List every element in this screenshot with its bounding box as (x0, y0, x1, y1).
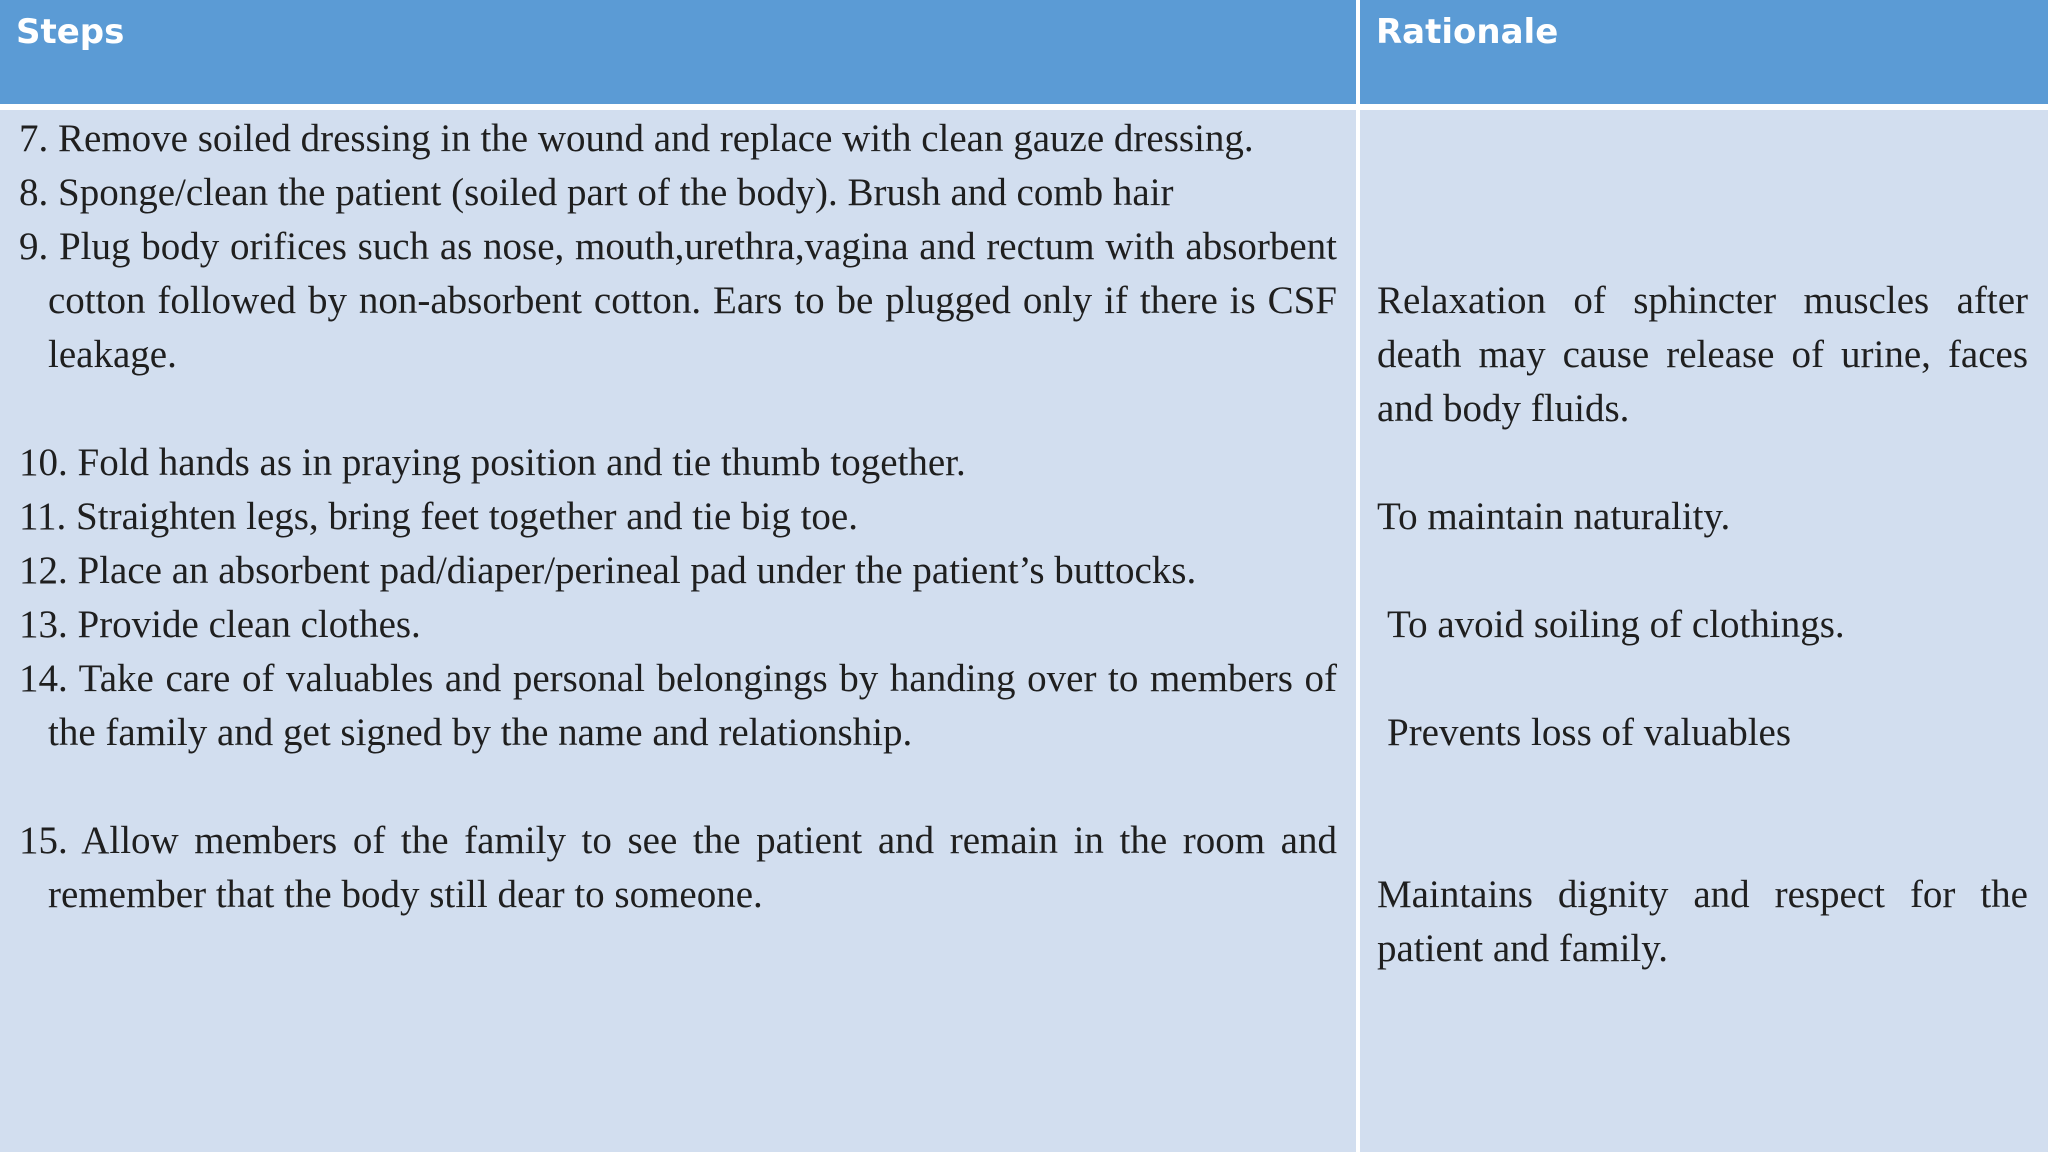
step-item-8: 8. Sponge/clean the patient (soiled part of the body). Brush and comb hair (19, 171, 1174, 214)
step-item-11: 11. Straighten legs, bring feet together and tie big toe. (19, 495, 858, 538)
step-item-7: 7. Remove soiled dressing in the wound and replace with clean gauze dressing. (19, 117, 1254, 160)
spacer (19, 760, 1337, 814)
step-item-9: 9. Plug body orifices such as nose, mouth,urethra,vagina and rectum with absorbent cotton followed by non-absorbent cotton. Ears to be plugged only if there is CSF leakage. (19, 225, 1337, 376)
step-item-12: 12. Place an absorbent pad/diaper/perineal pad under the patient’s buttocks. (19, 549, 1197, 592)
steps-column-header: Steps (0, 0, 1356, 104)
rationale-item-15: Maintains dignity and respect for the patient and family. (1377, 873, 2028, 970)
step-item-14: 14. Take care of valuables and personal belongings by handing over to members of the family and get signed by the name and relationship. (19, 657, 1337, 754)
rationale-item-14: Prevents loss of valuables (1387, 711, 1792, 754)
rationale-item-10: To maintain naturality. (1377, 495, 1731, 538)
steps-list (19, 112, 1337, 922)
spacer (19, 382, 1337, 436)
step-item-10: 10. Fold hands as in praying position and tie thumb together. (19, 441, 966, 484)
rationale-item-9: Relaxation of sphincter muscles after death may cause release of urine, faces and body fluids. (1377, 279, 2028, 430)
step-item-15: 15. Allow members of the family to see the patient and remain in the room and remember that the body still dear to someone. (19, 819, 1337, 916)
rationale-item-12: To avoid soiling of clothings. (1387, 603, 1845, 646)
rationale-column-header: Rationale (1360, 0, 2048, 104)
step-item-13: 13. Provide clean clothes. (19, 603, 421, 646)
table-header-row (0, 0, 2048, 104)
